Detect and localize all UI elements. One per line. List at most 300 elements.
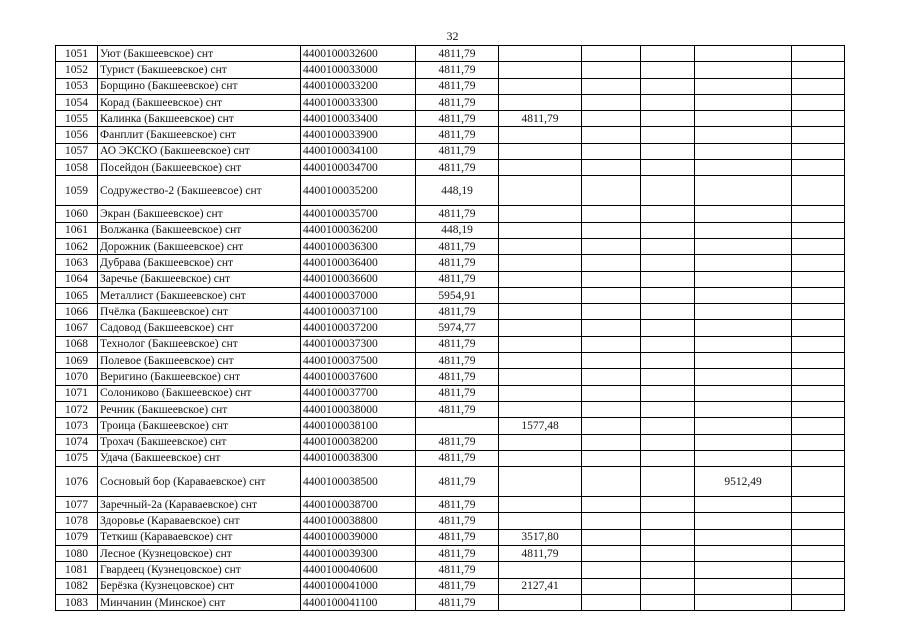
row-value-4 bbox=[641, 222, 695, 238]
row-value-6 bbox=[792, 271, 845, 287]
row-value-1: 4811,79 bbox=[416, 127, 499, 143]
table-row bbox=[56, 127, 845, 143]
row-value-3 bbox=[582, 369, 641, 385]
row-code: 4400100033900 bbox=[301, 127, 416, 143]
row-value-4 bbox=[641, 434, 695, 450]
row-value-4 bbox=[641, 206, 695, 222]
row-value-5 bbox=[695, 111, 792, 127]
row-number: 1082 bbox=[56, 578, 98, 594]
row-code: 4400100038200 bbox=[301, 434, 416, 450]
row-value-5 bbox=[695, 255, 792, 271]
row-code: 4400100040600 bbox=[301, 562, 416, 578]
row-value-3 bbox=[582, 562, 641, 578]
row-value-3 bbox=[582, 320, 641, 336]
row-value-3 bbox=[582, 401, 641, 417]
row-number: 1076 bbox=[56, 467, 98, 497]
row-code: 4400100033300 bbox=[301, 94, 416, 110]
row-value-2 bbox=[499, 176, 582, 206]
row-code: 4400100035700 bbox=[301, 206, 416, 222]
row-number: 1056 bbox=[56, 127, 98, 143]
row-value-2: 1577,48 bbox=[499, 418, 582, 434]
row-value-6 bbox=[792, 497, 845, 513]
row-value-3 bbox=[582, 143, 641, 159]
table-row bbox=[56, 62, 845, 78]
row-number: 1052 bbox=[56, 62, 98, 78]
row-value-4 bbox=[641, 143, 695, 159]
row-value-2 bbox=[499, 160, 582, 176]
row-value-4 bbox=[641, 271, 695, 287]
row-number: 1071 bbox=[56, 385, 98, 401]
row-value-4 bbox=[641, 78, 695, 94]
row-value-5 bbox=[695, 78, 792, 94]
row-number: 1065 bbox=[56, 287, 98, 303]
row-value-5 bbox=[695, 497, 792, 513]
row-value-4 bbox=[641, 127, 695, 143]
row-value-1: 4811,79 bbox=[416, 238, 499, 254]
row-value-1: 5954,91 bbox=[416, 287, 499, 303]
table-row bbox=[56, 176, 845, 206]
row-value-3 bbox=[582, 578, 641, 594]
row-code: 4400100039000 bbox=[301, 529, 416, 545]
table-row bbox=[56, 206, 845, 222]
row-value-1: 4811,79 bbox=[416, 594, 499, 610]
row-value-5 bbox=[695, 206, 792, 222]
row-code: 4400100033000 bbox=[301, 62, 416, 78]
row-value-1 bbox=[416, 418, 499, 434]
row-name: Гвардеец (Кузнецовское) снт bbox=[98, 562, 301, 578]
row-code: 4400100038100 bbox=[301, 418, 416, 434]
row-value-4 bbox=[641, 467, 695, 497]
row-number: 1063 bbox=[56, 255, 98, 271]
row-value-2 bbox=[499, 562, 582, 578]
row-name: Дорожник (Бакшеевское) снт bbox=[98, 238, 301, 254]
row-code: 4400100038700 bbox=[301, 497, 416, 513]
row-value-3 bbox=[582, 529, 641, 545]
row-code: 4400100036200 bbox=[301, 222, 416, 238]
row-value-6 bbox=[792, 287, 845, 303]
row-name: Садовод (Бакшеевское) снт bbox=[98, 320, 301, 336]
row-value-2 bbox=[499, 385, 582, 401]
row-value-5 bbox=[695, 434, 792, 450]
row-value-2 bbox=[499, 287, 582, 303]
row-name: Турист (Бакшеевское) снт bbox=[98, 62, 301, 78]
row-value-3 bbox=[582, 176, 641, 206]
row-value-2 bbox=[499, 450, 582, 466]
table-row bbox=[56, 255, 845, 271]
row-code: 4400100034100 bbox=[301, 143, 416, 159]
table-row bbox=[56, 594, 845, 610]
row-name: Фанплит (Бакшеевское) снт bbox=[98, 127, 301, 143]
table-row bbox=[56, 369, 845, 385]
row-code: 4400100041100 bbox=[301, 594, 416, 610]
row-value-4 bbox=[641, 176, 695, 206]
row-value-6 bbox=[792, 127, 845, 143]
row-value-2 bbox=[499, 434, 582, 450]
row-value-5 bbox=[695, 143, 792, 159]
row-value-4 bbox=[641, 513, 695, 529]
row-value-6 bbox=[792, 546, 845, 562]
row-number: 1060 bbox=[56, 206, 98, 222]
row-value-4 bbox=[641, 238, 695, 254]
row-name: Удача (Бакшеевское) снт bbox=[98, 450, 301, 466]
row-value-4 bbox=[641, 562, 695, 578]
row-code: 4400100037300 bbox=[301, 336, 416, 352]
row-value-1: 4811,79 bbox=[416, 434, 499, 450]
row-value-6 bbox=[792, 62, 845, 78]
row-value-6 bbox=[792, 401, 845, 417]
row-code: 4400100038500 bbox=[301, 467, 416, 497]
row-value-2 bbox=[499, 143, 582, 159]
row-value-5 bbox=[695, 529, 792, 545]
row-value-1: 4811,79 bbox=[416, 467, 499, 497]
page-number: 32 bbox=[446, 29, 459, 43]
row-code: 4400100038300 bbox=[301, 450, 416, 466]
row-value-3 bbox=[582, 127, 641, 143]
row-number: 1069 bbox=[56, 353, 98, 369]
row-value-6 bbox=[792, 353, 845, 369]
row-value-6 bbox=[792, 255, 845, 271]
row-value-5 bbox=[695, 336, 792, 352]
row-value-3 bbox=[582, 304, 641, 320]
row-value-5 bbox=[695, 238, 792, 254]
row-number: 1083 bbox=[56, 594, 98, 610]
table-row bbox=[56, 78, 845, 94]
row-value-4 bbox=[641, 578, 695, 594]
row-code: 4400100039300 bbox=[301, 546, 416, 562]
row-name: Берёзка (Кузнецовское) снт bbox=[98, 578, 301, 594]
table-row bbox=[56, 353, 845, 369]
row-value-3 bbox=[582, 497, 641, 513]
row-value-4 bbox=[641, 287, 695, 303]
row-name: Заречный-2а (Караваевское) снт bbox=[98, 497, 301, 513]
table-row bbox=[56, 513, 845, 529]
row-value-1: 4811,79 bbox=[416, 513, 499, 529]
row-value-3 bbox=[582, 206, 641, 222]
row-value-3 bbox=[582, 160, 641, 176]
row-value-5 bbox=[695, 271, 792, 287]
row-value-2 bbox=[499, 497, 582, 513]
row-value-6 bbox=[792, 160, 845, 176]
row-name: Корад (Бакшеевское) снт bbox=[98, 94, 301, 110]
table-row bbox=[56, 287, 845, 303]
row-value-5 bbox=[695, 222, 792, 238]
row-number: 1064 bbox=[56, 271, 98, 287]
row-value-4 bbox=[641, 546, 695, 562]
row-value-2 bbox=[499, 62, 582, 78]
row-number: 1072 bbox=[56, 401, 98, 417]
row-value-2 bbox=[499, 222, 582, 238]
row-value-2: 4811,79 bbox=[499, 111, 582, 127]
row-code: 4400100036400 bbox=[301, 255, 416, 271]
table-row bbox=[56, 562, 845, 578]
row-number: 1062 bbox=[56, 238, 98, 254]
row-value-6 bbox=[792, 304, 845, 320]
table-row bbox=[56, 160, 845, 176]
row-value-1: 4811,79 bbox=[416, 529, 499, 545]
row-name: Лесное (Кузнецовское) снт bbox=[98, 546, 301, 562]
row-value-6 bbox=[792, 385, 845, 401]
row-code: 4400100033200 bbox=[301, 78, 416, 94]
row-value-5 bbox=[695, 513, 792, 529]
row-name: Теткиш (Караваевское) снт bbox=[98, 529, 301, 545]
row-value-5 bbox=[695, 287, 792, 303]
row-value-2 bbox=[499, 94, 582, 110]
row-value-3 bbox=[582, 94, 641, 110]
row-number: 1081 bbox=[56, 562, 98, 578]
row-value-4 bbox=[641, 385, 695, 401]
row-code: 4400100037600 bbox=[301, 369, 416, 385]
row-value-6 bbox=[792, 111, 845, 127]
row-value-1: 4811,79 bbox=[416, 46, 499, 62]
row-value-3 bbox=[582, 287, 641, 303]
table-row bbox=[56, 529, 845, 545]
row-name: Минчанин (Минское) снт bbox=[98, 594, 301, 610]
row-value-5 bbox=[695, 176, 792, 206]
row-value-3 bbox=[582, 46, 641, 62]
table-row bbox=[56, 46, 845, 62]
row-value-1: 448,19 bbox=[416, 176, 499, 206]
row-value-4 bbox=[641, 255, 695, 271]
row-value-6 bbox=[792, 320, 845, 336]
row-value-1: 4811,79 bbox=[416, 111, 499, 127]
row-name: АО ЭКСКО (Бакшеевское) снт bbox=[98, 143, 301, 159]
row-number: 1075 bbox=[56, 450, 98, 466]
table-row bbox=[56, 111, 845, 127]
row-value-5 bbox=[695, 401, 792, 417]
row-value-1: 4811,79 bbox=[416, 450, 499, 466]
row-value-5 bbox=[695, 304, 792, 320]
row-value-3 bbox=[582, 62, 641, 78]
row-value-1: 4811,79 bbox=[416, 143, 499, 159]
row-value-3 bbox=[582, 546, 641, 562]
row-number: 1055 bbox=[56, 111, 98, 127]
row-value-1: 4811,79 bbox=[416, 562, 499, 578]
row-value-3 bbox=[582, 385, 641, 401]
row-value-1: 4811,79 bbox=[416, 94, 499, 110]
row-number: 1068 bbox=[56, 336, 98, 352]
table-row bbox=[56, 94, 845, 110]
row-code: 4400100037700 bbox=[301, 385, 416, 401]
row-value-3 bbox=[582, 434, 641, 450]
row-name: Технолог (Бакшеевское) снт bbox=[98, 336, 301, 352]
row-value-5 bbox=[695, 578, 792, 594]
row-value-4 bbox=[641, 401, 695, 417]
row-name: Содружество-2 (Бакшеевсое) снт bbox=[98, 176, 301, 206]
row-value-4 bbox=[641, 418, 695, 434]
row-code: 4400100032600 bbox=[301, 46, 416, 62]
row-value-6 bbox=[792, 467, 845, 497]
row-value-6 bbox=[792, 369, 845, 385]
row-value-3 bbox=[582, 450, 641, 466]
row-value-4 bbox=[641, 529, 695, 545]
row-value-1: 4811,79 bbox=[416, 62, 499, 78]
row-value-1: 4811,79 bbox=[416, 78, 499, 94]
row-name: Заречье (Бакшеевское) снт bbox=[98, 271, 301, 287]
row-value-5 bbox=[695, 127, 792, 143]
row-value-6 bbox=[792, 222, 845, 238]
table-row bbox=[56, 238, 845, 254]
table-row bbox=[56, 401, 845, 417]
row-name: Веригино (Бакшеевское) снт bbox=[98, 369, 301, 385]
row-number: 1058 bbox=[56, 160, 98, 176]
row-value-6 bbox=[792, 78, 845, 94]
table-row bbox=[56, 450, 845, 466]
row-value-3 bbox=[582, 271, 641, 287]
row-value-4 bbox=[641, 111, 695, 127]
row-value-6 bbox=[792, 336, 845, 352]
table-row bbox=[56, 304, 845, 320]
row-value-4 bbox=[641, 369, 695, 385]
row-value-2: 4811,79 bbox=[499, 546, 582, 562]
row-name: Посейдон (Бакшеевское) снт bbox=[98, 160, 301, 176]
row-name: Экран (Бакшеевское) снт bbox=[98, 206, 301, 222]
row-value-4 bbox=[641, 450, 695, 466]
row-value-2 bbox=[499, 467, 582, 497]
row-code: 4400100041000 bbox=[301, 578, 416, 594]
table-row bbox=[56, 467, 845, 497]
row-number: 1066 bbox=[56, 304, 98, 320]
table-row bbox=[56, 271, 845, 287]
row-value-6 bbox=[792, 143, 845, 159]
row-value-2 bbox=[499, 46, 582, 62]
row-number: 1070 bbox=[56, 369, 98, 385]
row-number: 1051 bbox=[56, 46, 98, 62]
row-value-2 bbox=[499, 594, 582, 610]
row-value-2: 3517,80 bbox=[499, 529, 582, 545]
row-value-3 bbox=[582, 513, 641, 529]
row-code: 4400100036300 bbox=[301, 238, 416, 254]
row-name: Пчёлка (Бакшеевское) снт bbox=[98, 304, 301, 320]
row-value-4 bbox=[641, 94, 695, 110]
row-value-4 bbox=[641, 62, 695, 78]
row-name: Речник (Бакшеевское) снт bbox=[98, 401, 301, 417]
row-number: 1073 bbox=[56, 418, 98, 434]
row-value-6 bbox=[792, 450, 845, 466]
row-value-4 bbox=[641, 336, 695, 352]
row-value-2 bbox=[499, 127, 582, 143]
row-value-1: 5974,77 bbox=[416, 320, 499, 336]
row-value-1: 4811,79 bbox=[416, 385, 499, 401]
row-value-5 bbox=[695, 62, 792, 78]
row-value-2 bbox=[499, 304, 582, 320]
row-value-5 bbox=[695, 450, 792, 466]
row-value-3 bbox=[582, 467, 641, 497]
row-value-6 bbox=[792, 562, 845, 578]
row-value-5 bbox=[695, 385, 792, 401]
row-value-1: 4811,79 bbox=[416, 304, 499, 320]
row-value-4 bbox=[641, 320, 695, 336]
row-value-2 bbox=[499, 238, 582, 254]
row-number: 1074 bbox=[56, 434, 98, 450]
row-value-3 bbox=[582, 78, 641, 94]
row-value-4 bbox=[641, 497, 695, 513]
row-name: Солониково (Бакшеевское) снт bbox=[98, 385, 301, 401]
row-number: 1053 bbox=[56, 78, 98, 94]
row-value-3 bbox=[582, 111, 641, 127]
row-value-1: 4811,79 bbox=[416, 353, 499, 369]
row-value-4 bbox=[641, 353, 695, 369]
row-value-3 bbox=[582, 418, 641, 434]
table-row bbox=[56, 320, 845, 336]
row-value-6 bbox=[792, 238, 845, 254]
row-name: Трохач (Бакшеевское) снт bbox=[98, 434, 301, 450]
row-value-2 bbox=[499, 513, 582, 529]
row-code: 4400100037500 bbox=[301, 353, 416, 369]
row-value-4 bbox=[641, 160, 695, 176]
table-row bbox=[56, 222, 845, 238]
row-value-3 bbox=[582, 255, 641, 271]
table-row bbox=[56, 336, 845, 352]
register-table bbox=[55, 45, 845, 611]
row-code: 4400100034700 bbox=[301, 160, 416, 176]
row-value-5 bbox=[695, 369, 792, 385]
row-value-6 bbox=[792, 46, 845, 62]
row-value-5 bbox=[695, 418, 792, 434]
row-code: 4400100038000 bbox=[301, 401, 416, 417]
row-name: Калинка (Бакшеевское) снт bbox=[98, 111, 301, 127]
register-table-body bbox=[56, 46, 845, 611]
row-code: 4400100037100 bbox=[301, 304, 416, 320]
row-value-2 bbox=[499, 336, 582, 352]
row-value-2: 2127,41 bbox=[499, 578, 582, 594]
row-number: 1061 bbox=[56, 222, 98, 238]
table-row bbox=[56, 418, 845, 434]
row-number: 1080 bbox=[56, 546, 98, 562]
row-code: 4400100037000 bbox=[301, 287, 416, 303]
row-value-5 bbox=[695, 320, 792, 336]
row-value-6 bbox=[792, 206, 845, 222]
row-value-3 bbox=[582, 238, 641, 254]
row-value-2 bbox=[499, 255, 582, 271]
table-row bbox=[56, 578, 845, 594]
row-value-2 bbox=[499, 401, 582, 417]
row-number: 1079 bbox=[56, 529, 98, 545]
row-name: Волжанка (Бакшеевское) снт bbox=[98, 222, 301, 238]
row-value-5: 9512,49 bbox=[695, 467, 792, 497]
row-value-1: 4811,79 bbox=[416, 401, 499, 417]
row-name: Уют (Бакшеевское) снт bbox=[98, 46, 301, 62]
row-value-2 bbox=[499, 320, 582, 336]
row-value-3 bbox=[582, 336, 641, 352]
row-name: Дубрава (Бакшеевское) снт bbox=[98, 255, 301, 271]
row-value-1: 4811,79 bbox=[416, 546, 499, 562]
row-value-5 bbox=[695, 594, 792, 610]
row-number: 1059 bbox=[56, 176, 98, 206]
table-row bbox=[56, 434, 845, 450]
row-code: 4400100037200 bbox=[301, 320, 416, 336]
row-value-1: 4811,79 bbox=[416, 497, 499, 513]
row-name: Троица (Бакшеевское) снт bbox=[98, 418, 301, 434]
table-row bbox=[56, 143, 845, 159]
row-value-1: 4811,79 bbox=[416, 271, 499, 287]
row-value-2 bbox=[499, 271, 582, 287]
row-value-3 bbox=[582, 222, 641, 238]
row-name: Сосновый бор (Караваевское) снт bbox=[98, 467, 301, 497]
row-value-6 bbox=[792, 529, 845, 545]
row-value-6 bbox=[792, 176, 845, 206]
row-value-5 bbox=[695, 46, 792, 62]
row-name: Полевое (Бакшеевское) снт bbox=[98, 353, 301, 369]
row-number: 1077 bbox=[56, 497, 98, 513]
row-value-6 bbox=[792, 594, 845, 610]
row-code: 4400100033400 bbox=[301, 111, 416, 127]
row-value-6 bbox=[792, 578, 845, 594]
row-value-1: 4811,79 bbox=[416, 369, 499, 385]
row-code: 4400100038800 bbox=[301, 513, 416, 529]
row-value-5 bbox=[695, 94, 792, 110]
row-value-2 bbox=[499, 353, 582, 369]
row-number: 1054 bbox=[56, 94, 98, 110]
